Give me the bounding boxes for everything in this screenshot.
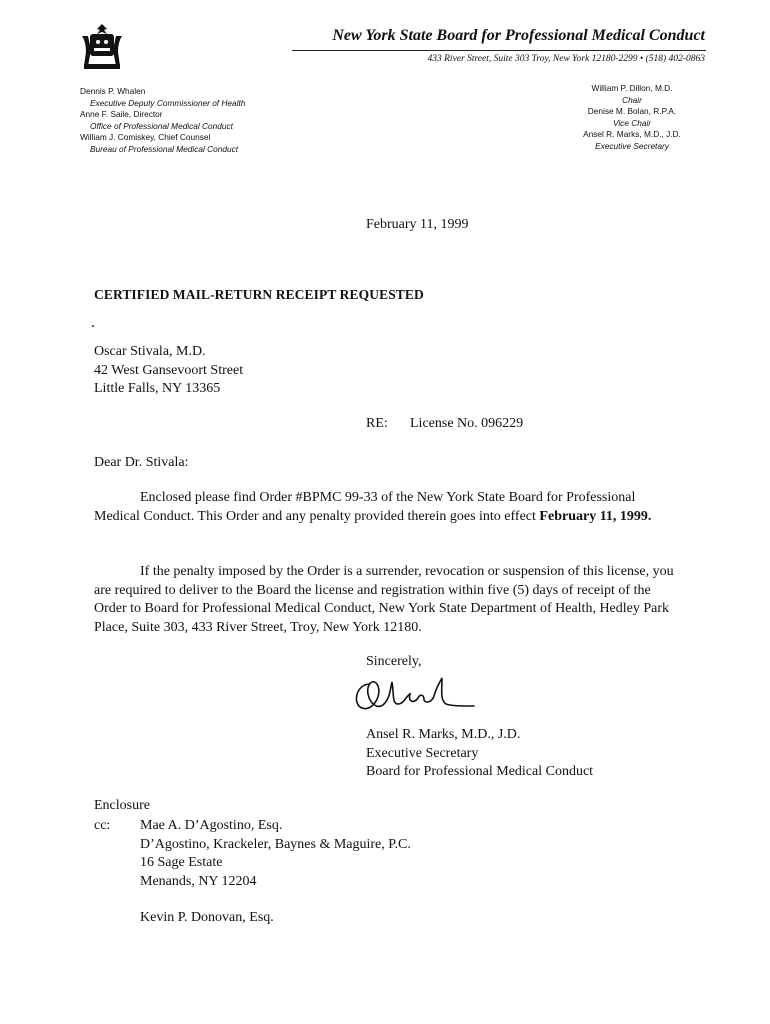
new-york-state-seal-icon <box>76 22 128 72</box>
signer-block <box>366 726 593 782</box>
paragraph-text: If the penalty imposed by the Order is a surrender, revocation or suspension of this license, you are required to deliver to the Board the license and registration within five (5) days of receipt of the Order to Board for Professional Medical Conduct, New York State Department of Health, Hedley Park Place, Suite 303, 433 River Street, Troy, New York 12180. <box>94 564 674 635</box>
official-name: Dennis P. Whalen <box>80 86 146 96</box>
cc-second-recipient: Kevin P. Donovan, Esq. <box>140 910 274 925</box>
cc-line: D’Agostino, Krackeler, Baynes & Maguire, P.C. <box>140 836 411 852</box>
stray-mark <box>92 325 94 327</box>
cc-line: Menands, NY 12204 <box>140 873 257 889</box>
recipient-city: Little Falls, NY 13365 <box>94 381 221 396</box>
official-title: Office of Professional Medical Conduct <box>90 120 233 131</box>
body-paragraph-1 <box>94 489 684 526</box>
letter-date: February 11, 1999 <box>366 217 469 232</box>
handwritten-signature-icon <box>348 670 478 720</box>
recipient-street: 42 West Gansevoort Street <box>94 362 244 378</box>
body-paragraph-2 <box>94 563 684 637</box>
cc-block <box>94 817 411 891</box>
official-title: Chair <box>622 94 642 105</box>
recipient-address <box>94 343 243 399</box>
signer-name: Ansel R. Marks, M.D., J.D. <box>366 727 521 742</box>
paragraph-text: Enclosed please find Order #BPMC 99-33 of the New York State Board for Professional Medical Conduct. This Order and any penalty provided therein goes into effect <box>94 490 636 524</box>
letterhead-title: New York State Board for Professional Medical Conduct <box>332 27 705 44</box>
cc-label: cc: <box>94 818 111 833</box>
letterhead-divider <box>292 50 706 51</box>
official-name: Denise M. Bolan, R.P.A. <box>587 106 677 116</box>
official-name: William J. Comiskey, Chief Counsel <box>80 132 211 142</box>
official-title: Executive Deputy Commissioner of Health <box>90 97 246 108</box>
effective-date: February 11, 1999. <box>539 508 652 524</box>
salutation: Dear Dr. Stivala: <box>94 455 189 470</box>
cc-line: Mae A. D’Agostino, Esq. <box>140 818 283 833</box>
letterhead-address: 433 River Street, Suite 303 Troy, New York 12180-2299 • (518) 402-0863 <box>427 54 705 64</box>
right-officials-list <box>560 83 704 152</box>
reference-text: License No. 096229 <box>410 416 524 431</box>
left-officials-list <box>80 86 245 155</box>
official-title: Executive Secretary <box>595 140 669 151</box>
official-title: Vice Chair <box>612 117 652 128</box>
official-name: William P. Dillon, M.D. <box>591 83 673 93</box>
official-name: Ansel R. Marks, M.D., J.D. <box>583 129 681 139</box>
reference-line <box>366 416 523 432</box>
signer-organization: Board for Professional Medical Conduct <box>366 764 594 779</box>
reference-label: RE: <box>366 416 388 431</box>
closing: Sincerely, <box>366 654 422 669</box>
cc-line: 16 Sage Estate <box>140 855 223 870</box>
official-name: Anne F. Saile, Director <box>80 109 163 119</box>
delivery-method: CERTIFIED MAIL-RETURN RECEIPT REQUESTED <box>94 287 424 302</box>
enclosure-note: Enclosure <box>94 798 150 813</box>
signer-title: Executive Secretary <box>366 745 479 761</box>
recipient-name: Oscar Stivala, M.D. <box>94 344 206 359</box>
official-title: Bureau of Professional Medical Conduct <box>90 143 239 154</box>
